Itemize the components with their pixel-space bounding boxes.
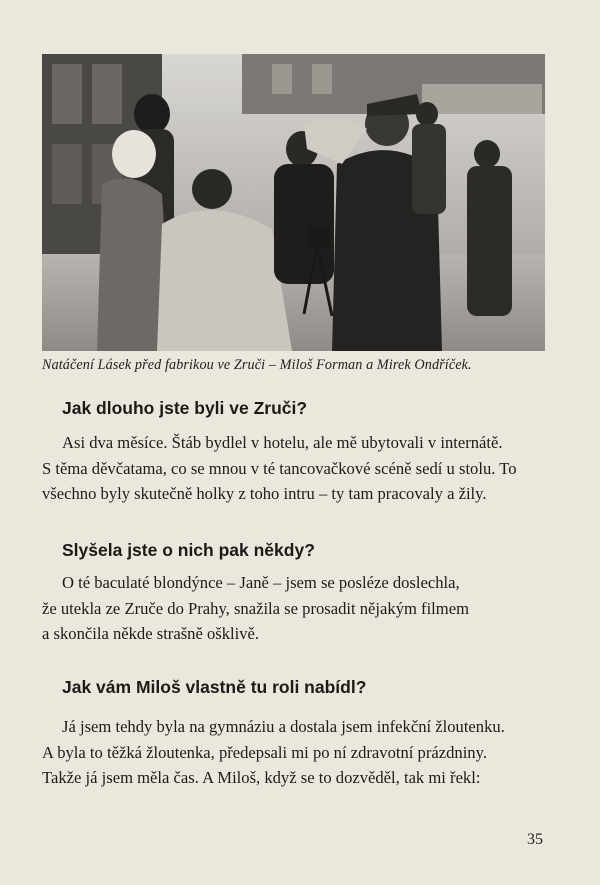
answer-paragraph bbox=[42, 570, 546, 647]
paragraph-line: Asi dva měsíce. Štáb bydlel v hotelu, ale mě ubytovali v internátě. bbox=[62, 433, 503, 452]
paragraph-line: Já jsem tehdy byla na gymnáziu a dostala jsem infekční žloutenku. bbox=[62, 717, 505, 736]
question-heading: Slyšela jste o nich pak někdy? bbox=[62, 540, 315, 560]
answer-paragraph bbox=[42, 714, 546, 791]
photo-caption: Natáčení Lásek před fabrikou ve Zruči – Miloš Forman a Mirek Ondříček. bbox=[42, 357, 472, 373]
paragraph-line: S těma děvčatama, co se mnou v té tancovačkové scéně sedí u stolu. To bbox=[42, 458, 517, 478]
paragraph-line: že utekla ze Zruče do Prahy, snažila se prosadit nějakým filmem bbox=[42, 598, 469, 618]
answer-paragraph bbox=[42, 430, 546, 507]
page-number: 35 bbox=[527, 831, 543, 848]
paragraph-line: A byla to těžká žloutenka, předepsali mi po ní zdravotní prázdniny. bbox=[42, 742, 487, 762]
question-heading: Jak dlouho jste byli ve Zruči? bbox=[62, 398, 308, 418]
paragraph-line: Takže já jsem měla čas. A Miloš, když se to dozvěděl, tak mi řekl: bbox=[42, 768, 481, 787]
film-set-photo bbox=[42, 54, 545, 351]
paragraph-line: O té baculaté blondýnce – Janě – jsem se posléze doslechla, bbox=[62, 573, 460, 592]
question-heading: Jak vám Miloš vlastně tu roli nabídl? bbox=[62, 677, 367, 697]
paragraph-line: a skončila někde strašně ošklivě. bbox=[42, 624, 260, 643]
paragraph-line: všechno byly skutečně holky z toho intru – ty tam pracovaly a žily. bbox=[42, 484, 487, 503]
